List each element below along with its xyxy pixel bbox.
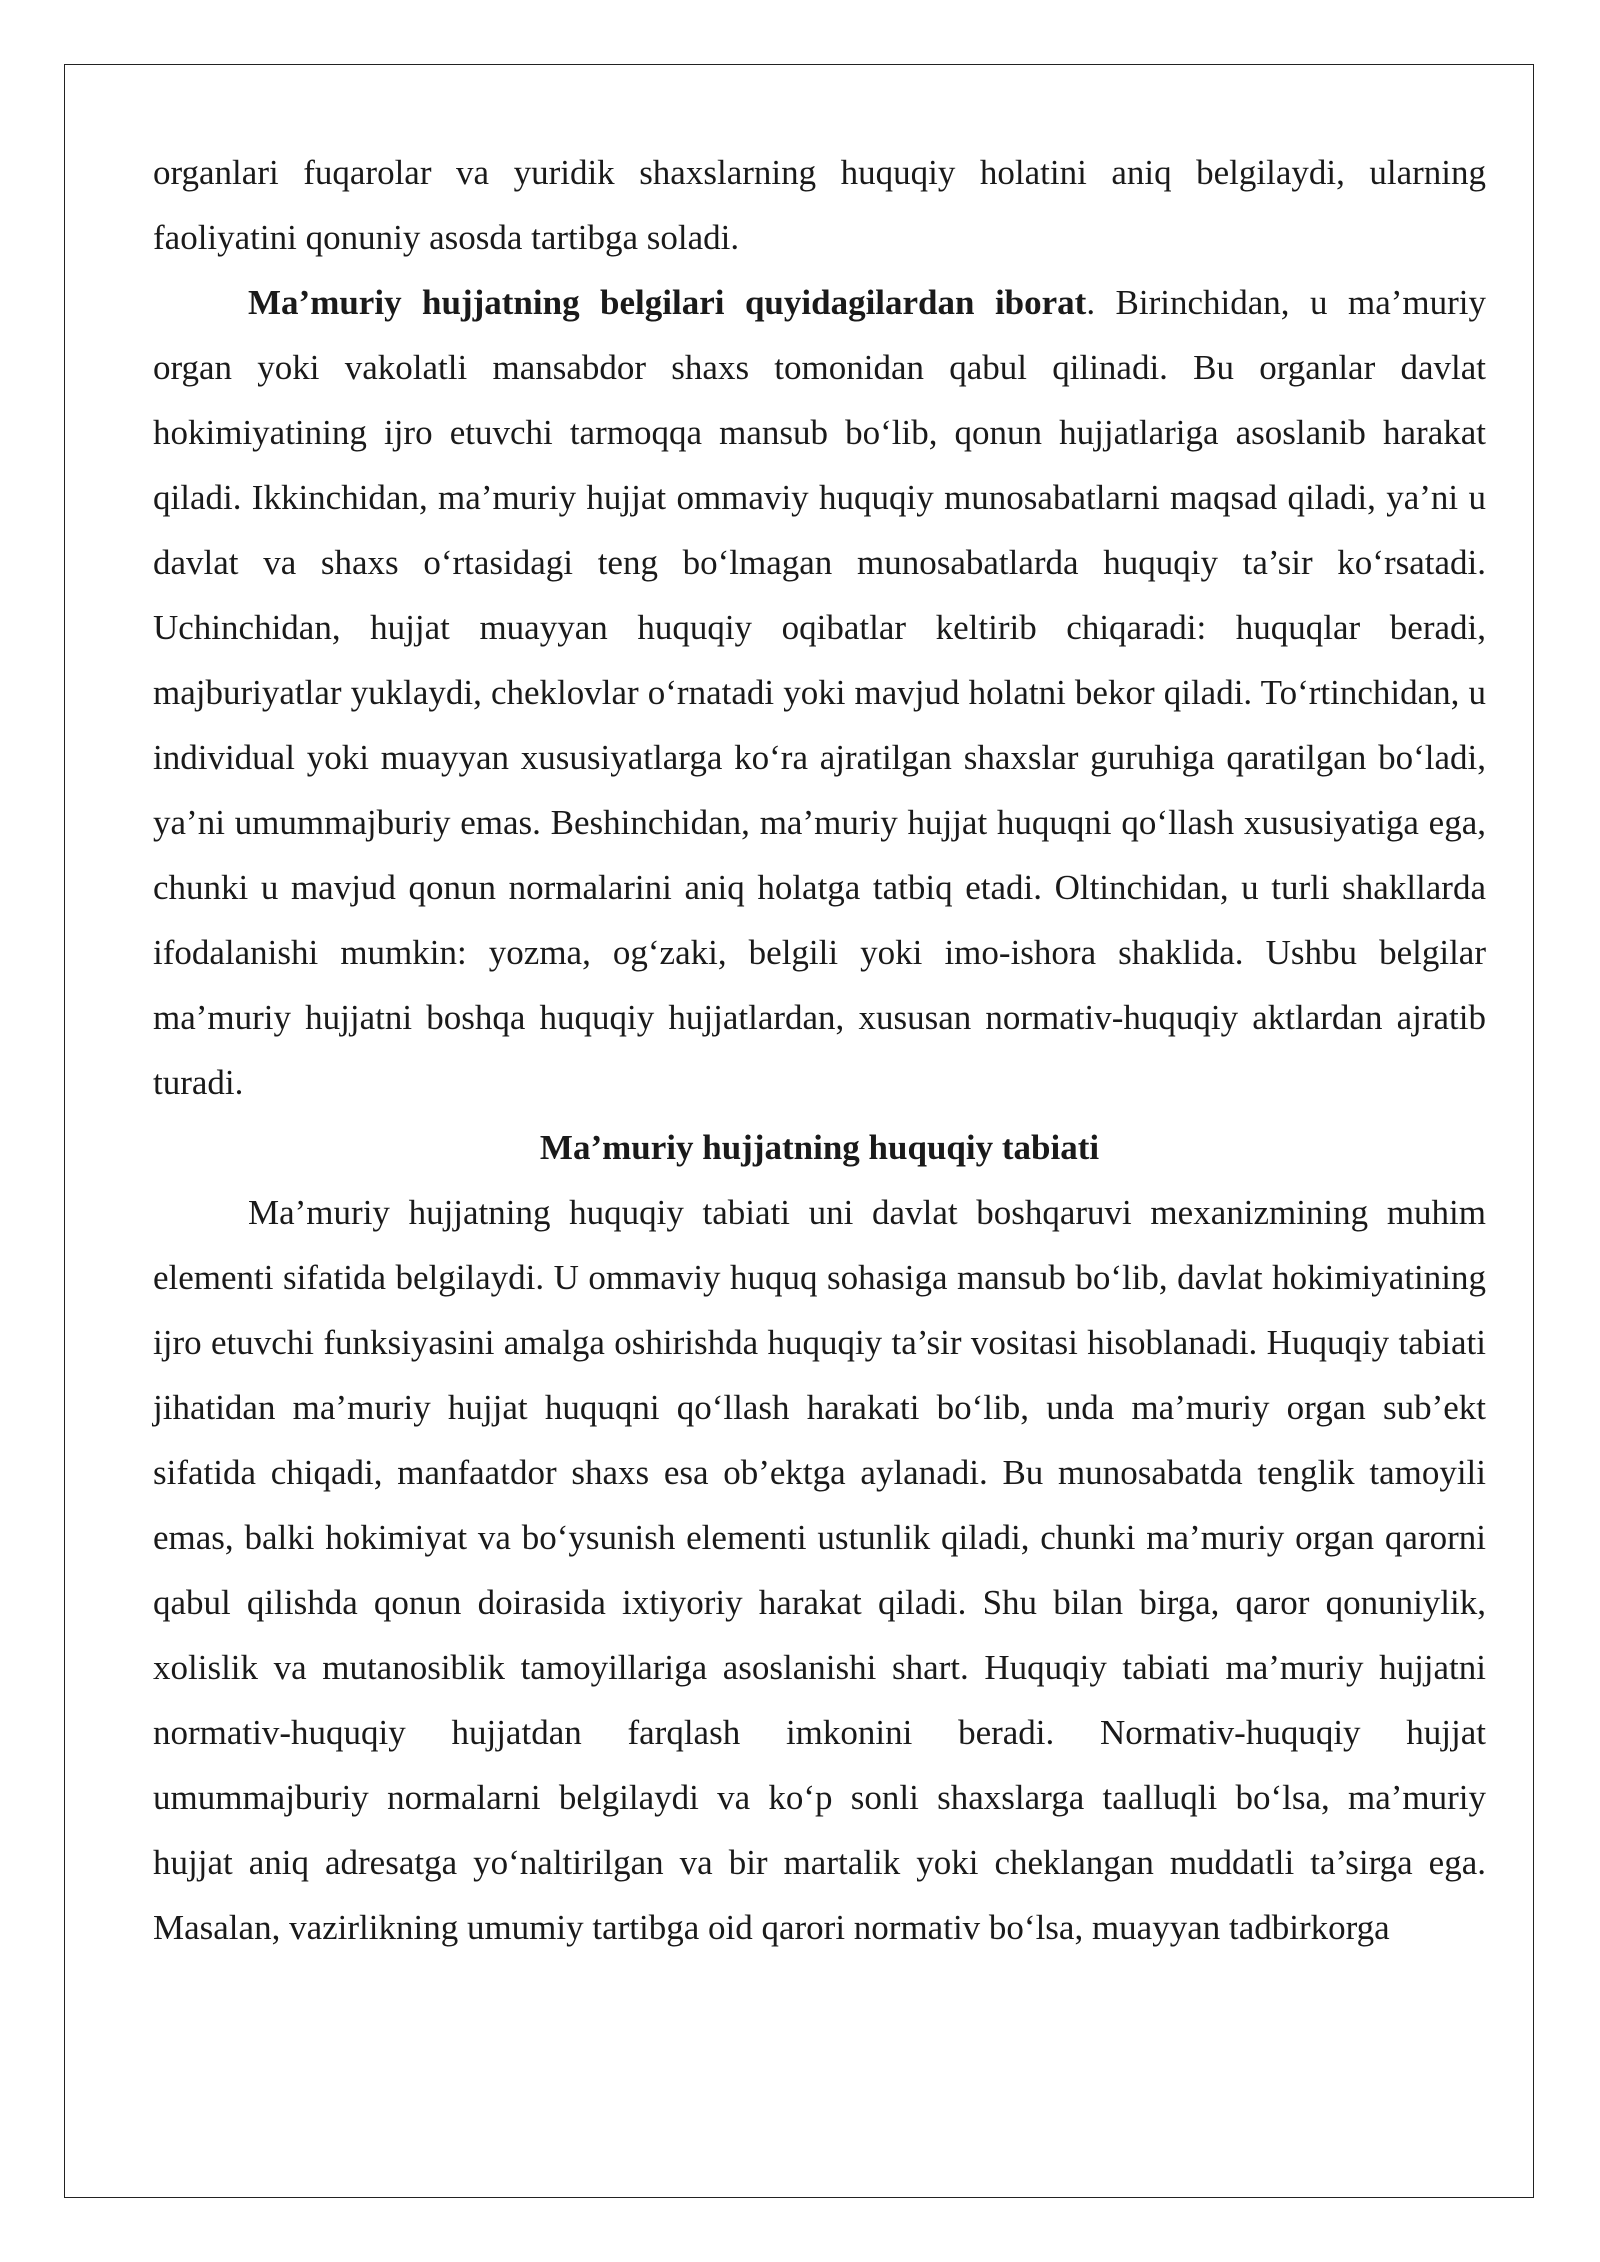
- document-body: [153, 140, 1486, 1960]
- paragraph-features-body: . Birinchidan, u ma’muriy organ yoki vakolatli mansabdor shaxs tomonidan qabul qilinadi. Bu organlar davlat hokimiyatining ijro etuvchi tarmoqqa mansub bo‘lib, qonun hujjatlariga asoslanib harakat qiladi. Ikkinchidan, ma’muriy hujjat ommaviy huquqiy munosabatlarni maqsad qiladi, ya’ni u davlat va shaxs o‘rtasidagi teng bo‘lmagan munosabatlarda huquqiy ta’sir ko‘rsatadi. Uchinchidan, hujjat muayyan huquqiy oqibatlar keltirib chiqaradi: huquqlar beradi, majburiyatlar yuklaydi, cheklovlar o‘rnatadi yoki mavjud holatni bekor qiladi. To‘rtinchidan, u individual yoki muayyan xususiyatlarga ko‘ra ajratilgan shaxslar guruhiga qaratilgan bo‘ladi, ya’ni umummajburiy emas. Beshinchidan, ma’muriy hujjat huquqni qo‘llash xususiyatiga ega, chunki u mavjud qonun normalarini aniq holatga tatbiq etadi. Oltinchidan, u turli shakllarda ifodalanishi mumkin: yozma, og‘zaki, belgili yoki imo-ishora shaklida. Ushbu belgilar ma’muriy hujjatni boshqa huquqiy hujjatlardan, xususan normativ-huquqiy aktlardan ajratib turadi.: [153, 283, 1487, 1102]
- paragraph-features: [153, 270, 1486, 1115]
- paragraph-continuation: organlari fuqarolar va yuridik shaxslarning huquqiy holatini aniq belgilaydi, ularning faoliyatini qonuniy asosda tartibga soladi.: [153, 153, 1486, 257]
- paragraph-legal-nature: Ma’muriy hujjatning huquqiy tabiati uni davlat boshqaruvi mexanizmining muhim elementi sifatida belgilaydi. U ommaviy huquq sohasiga mansub bo‘lib, davlat hokimiyatining ijro etuvchi funksiyasini amalga oshirishda huquqiy ta’sir vositasi hisoblanadi. Huquqiy tabiati jihatidan ma’muriy hujjat huquqni qo‘llash harakati bo‘lib, unda ma’muriy organ sub’ekt sifatida chiqadi, manfaatdor shaxs esa ob’ektga aylanadi. Bu munosabatda tenglik tamoyili emas, balki hokimiyat va bo‘ysunish elementi ustunlik qiladi, chunki ma’muriy organ qarorni qabul qilishda qonun doirasida ixtiyoriy harakat qiladi. Shu bilan birga, qaror qonuniylik, xolislik va mutanosiblik tamoyillariga asoslanishi shart. Huquqiy tabiati ma’muriy hujjatni normativ-huquqiy hujjatdan farqlash imkonini beradi. Normativ-huquqiy hujjat umummajburiy normalarni belgilaydi va ko‘p sonli shaxslarga taalluqli bo‘lsa, ma’muriy hujjat aniq adresatga yo‘naltirilgan va bir martalik yoki cheklangan muddatli ta’sirga ega. Masalan, vazirlikning umumiy tartibga oid qarori normativ bo‘lsa, muayyan tadbirkorga: [153, 1193, 1486, 1947]
- paragraph-lead-bold: Ma’muriy hujjatning belgilari quyidagilardan iborat: [248, 283, 1087, 322]
- section-heading: Ma’muriy hujjatning huquqiy tabiati: [539, 1128, 1100, 1167]
